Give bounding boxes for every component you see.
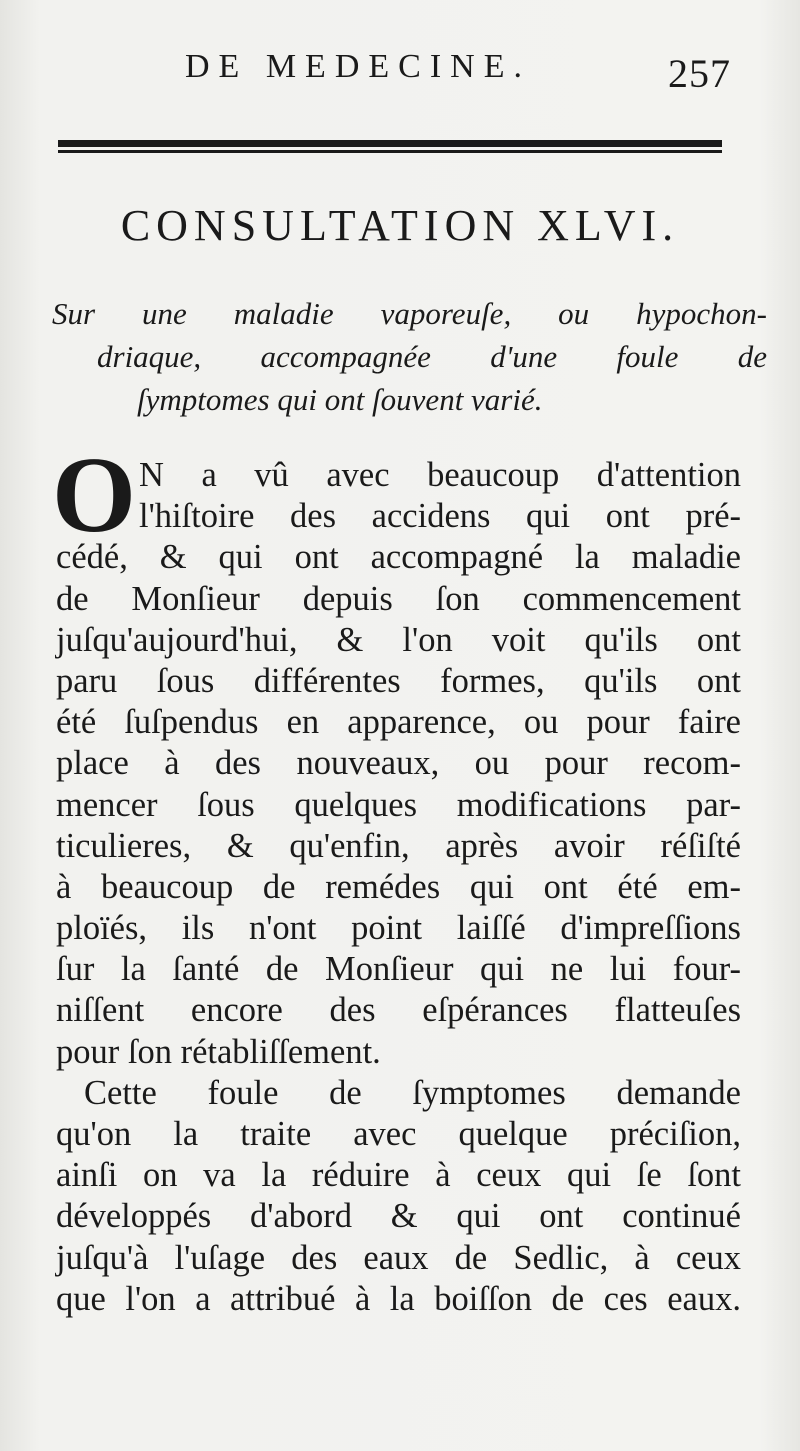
paragraph-line: ſur la ſanté de Monſieur qui ne lui four- (56, 950, 741, 989)
paragraph-line: ticulieres, & qu'enfin, après avoir réſiſté (56, 826, 741, 865)
paragraph-line: N a vû avec beaucoup d'attention (139, 456, 741, 494)
paragraph-line: place à des nouveaux, ou pour recom- (56, 744, 741, 783)
paragraph-line: l'hiſtoire des accidens qui ont pré- (139, 497, 741, 536)
paragraph-line: de Monſieur depuis ſon commencement (56, 579, 741, 618)
paragraph-line: niſſent encore des eſpérances flatteuſes (56, 991, 741, 1030)
header-rule-thick (58, 140, 722, 147)
paragraph-line: juſqu'aujourd'hui, & l'on voit qu'ils ont (56, 620, 741, 659)
paragraph-line: à beaucoup de remédes qui ont été em- (56, 867, 741, 906)
header-rule (58, 140, 722, 154)
paragraph-line: mencer ſous quelques modifications par- (56, 785, 741, 824)
subtitle-line: Sur une maladie vaporeuſe, ou hypochon- (52, 296, 767, 331)
chapter-subtitle (52, 292, 767, 421)
paragraph-line: ainſi on va la réduire à ceux qui ſe ſont (56, 1156, 741, 1195)
paragraph-line: que l'on a attribué à la boiſſon de ces eaux. (56, 1279, 741, 1318)
subtitle-line: driaque, accompagnée d'une foule de (97, 339, 767, 374)
body-text (56, 455, 741, 1320)
paragraph-line: développés d'abord & qui ont continué (56, 1197, 741, 1236)
paragraph-line: paru ſous différentes formes, qu'ils ont (56, 661, 741, 700)
paragraph-line: ploïés, ils n'ont point laiſſé d'impreſſions (56, 909, 741, 948)
paragraph-line: Cette foule de ſymptomes demande (84, 1073, 741, 1112)
header-rule-thin (58, 150, 722, 153)
running-head: DE MEDECINE. (185, 48, 531, 85)
drop-cap: O (52, 436, 137, 555)
page-number: 257 (668, 51, 731, 96)
paragraph-line: pour ſon rétabliſſement. (56, 1032, 381, 1071)
paragraph-line: cédé, & qui ont accompagné la maladie (56, 538, 741, 577)
subtitle-line: ſymptomes qui ont ſouvent varié. (137, 382, 543, 417)
paragraph-line: été ſuſpendus en apparence, ou pour faire (56, 703, 741, 742)
paragraph-line: juſqu'à l'uſage des eaux de Sedlic, à ceux (56, 1238, 741, 1277)
chapter-heading: CONSULTATION XLVI. (120, 201, 680, 250)
paragraph-line: qu'on la traite avec quelque préciſion, (56, 1115, 741, 1153)
